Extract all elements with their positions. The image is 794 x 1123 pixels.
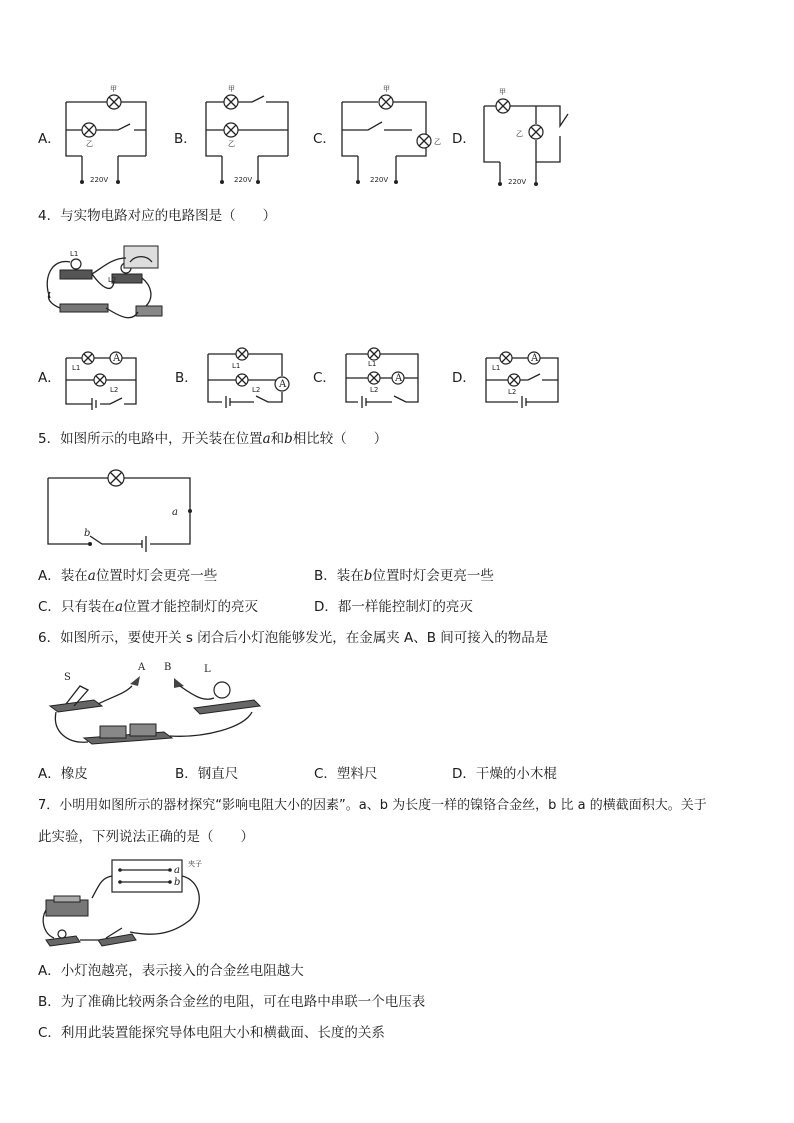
l1-label: L1 [492,364,501,372]
q6-option-d[interactable]: D．干燥的小木棍 [452,766,557,782]
q5-stem-mid: 和 [270,431,285,447]
q4-circuit-d [484,350,564,408]
q7-wire-a-label: a [174,865,180,876]
q3-option-a-letter: A． [38,131,61,147]
q3-circuit-a [60,84,160,190]
q6-label-s: S [64,672,71,683]
q5-figure-label-a: a [172,507,178,518]
l2-label: L2 [108,276,117,284]
lamp-jia-label: 甲 [228,85,235,93]
q4-physical-circuit-figure [42,238,174,330]
lamp-jia-label: 甲 [499,88,506,96]
l2-label: L2 [370,386,379,394]
q3-circuit-d [478,84,578,190]
q5-stem [38,430,387,448]
ammeter-label: A [395,373,403,384]
l2-label: L2 [252,386,261,394]
q7-option-a[interactable]: A．小灯泡越亮，表示接入的合金丝电阻越大 [38,963,304,979]
q5-option-a-letter: A． [38,568,61,584]
q4-option-b-letter: B． [175,370,198,386]
ammeter-label: A [113,353,121,364]
q5-option-b-post: 位置时灯会更亮一些 [372,568,494,584]
q5-option-c-var: a [114,599,123,615]
q7-stem-line1: 7．小明用如图所示的器材探究“影响电阻大小的因素”。a、b 为长度一样的镍铬合金丝，b 比 a 的横截面积大。关于 [38,798,707,813]
lamp-yi-label: 乙 [228,140,235,148]
l2-label: L2 [508,388,517,396]
q5-stem-prefix: 5．如图所示的电路中，开关装在位置 [38,431,263,447]
q5-option-d-letter: D． [314,599,338,615]
q6-stem: 6．如图所示，要使开关 s 闭合后小灯泡能够发光，在金属夹 A、B 间可接入的物品是 [38,630,549,646]
q3-circuit-c [338,84,448,190]
q6-label-l: L [204,664,211,675]
lamp-yi-label: 乙 [516,130,523,138]
q5-option-b[interactable] [314,567,494,585]
q4-option-a-letter: A． [38,370,61,386]
q7-wire-b-label: b [174,877,181,888]
q6-option-c[interactable]: C．塑料尺 [314,766,378,782]
q3-circuit-b [200,84,300,190]
q5-option-c-letter: C． [38,599,61,615]
l1-label: L1 [70,250,79,258]
q7-option-c[interactable]: C．利用此装置能探究导体电阻大小和横截面、长度的关系 [38,1025,385,1041]
q5-stem-suffix: 相比较（ ） [292,431,388,447]
voltage-label: 220V [508,178,527,186]
q6-apparatus-figure [44,656,274,756]
lamp-jia-label: 甲 [110,85,117,93]
voltage-label: 220V [370,176,389,184]
q5-stem-var-a: a [262,431,271,447]
q5-option-b-pre: 装在 [336,568,364,584]
q5-option-d-text: 都一样能控制灯的亮灭 [337,599,473,615]
q5-option-b-letter: B． [314,568,337,584]
lamp-yi-label: 乙 [86,140,93,148]
q5-option-d[interactable] [314,598,473,616]
q4-circuit-c [344,350,424,408]
q4-circuit-b [206,350,296,408]
q5-option-c[interactable] [38,598,258,616]
q7-apparatus-figure [40,856,220,948]
q5-option-a-pre: 装在 [60,568,88,584]
q5-option-a-post: 位置时灯会更亮一些 [95,568,218,584]
l1-label: L1 [232,362,241,370]
voltage-label: 220V [90,176,109,184]
q5-figure-label-b: b [84,528,91,539]
q7-option-b[interactable]: B．为了准确比较两条合金丝的电阻，可在电路中串联一个电压表 [38,994,426,1010]
q4-option-c-letter: C． [313,370,336,386]
q6-option-b[interactable]: B．钢直尺 [175,766,239,782]
q5-circuit-figure [46,470,196,552]
q3-option-d-letter: D． [452,131,476,147]
voltage-label: 220V [234,176,253,184]
q5-option-c-post: 位置才能控制灯的亮灭 [123,599,258,615]
q5-option-a[interactable] [38,567,217,585]
l1-label: L1 [368,360,377,368]
q4-option-d-letter: D． [452,370,476,386]
lamp-jia-label: 甲 [383,85,390,93]
q3-option-b-letter: B． [174,131,197,147]
lamp-yi-label: 乙 [434,138,441,146]
q7-stem-line2: 此实验，下列说法正确的是（ ） [38,829,254,845]
ammeter-label: A [279,379,287,390]
ammeter-label: A [531,353,539,364]
q5-stem-var-b: b [284,431,293,447]
l1-label: L1 [72,364,81,372]
q5-option-c-pre: 只有装在 [60,599,115,615]
l2-label: L2 [110,386,119,394]
q4-stem: 4．与实物电路对应的电路图是（ ） [38,208,277,224]
q7-clip-label: 夹子 [188,860,202,868]
q6-label-a: A [138,662,146,673]
q4-circuit-a [64,350,144,408]
q5-option-a-var: a [87,568,96,584]
q6-label-b: B [164,662,172,673]
q5-option-b-var: b [363,568,373,584]
q6-option-a[interactable]: A．橡皮 [38,766,88,782]
q3-option-c-letter: C． [313,131,336,147]
